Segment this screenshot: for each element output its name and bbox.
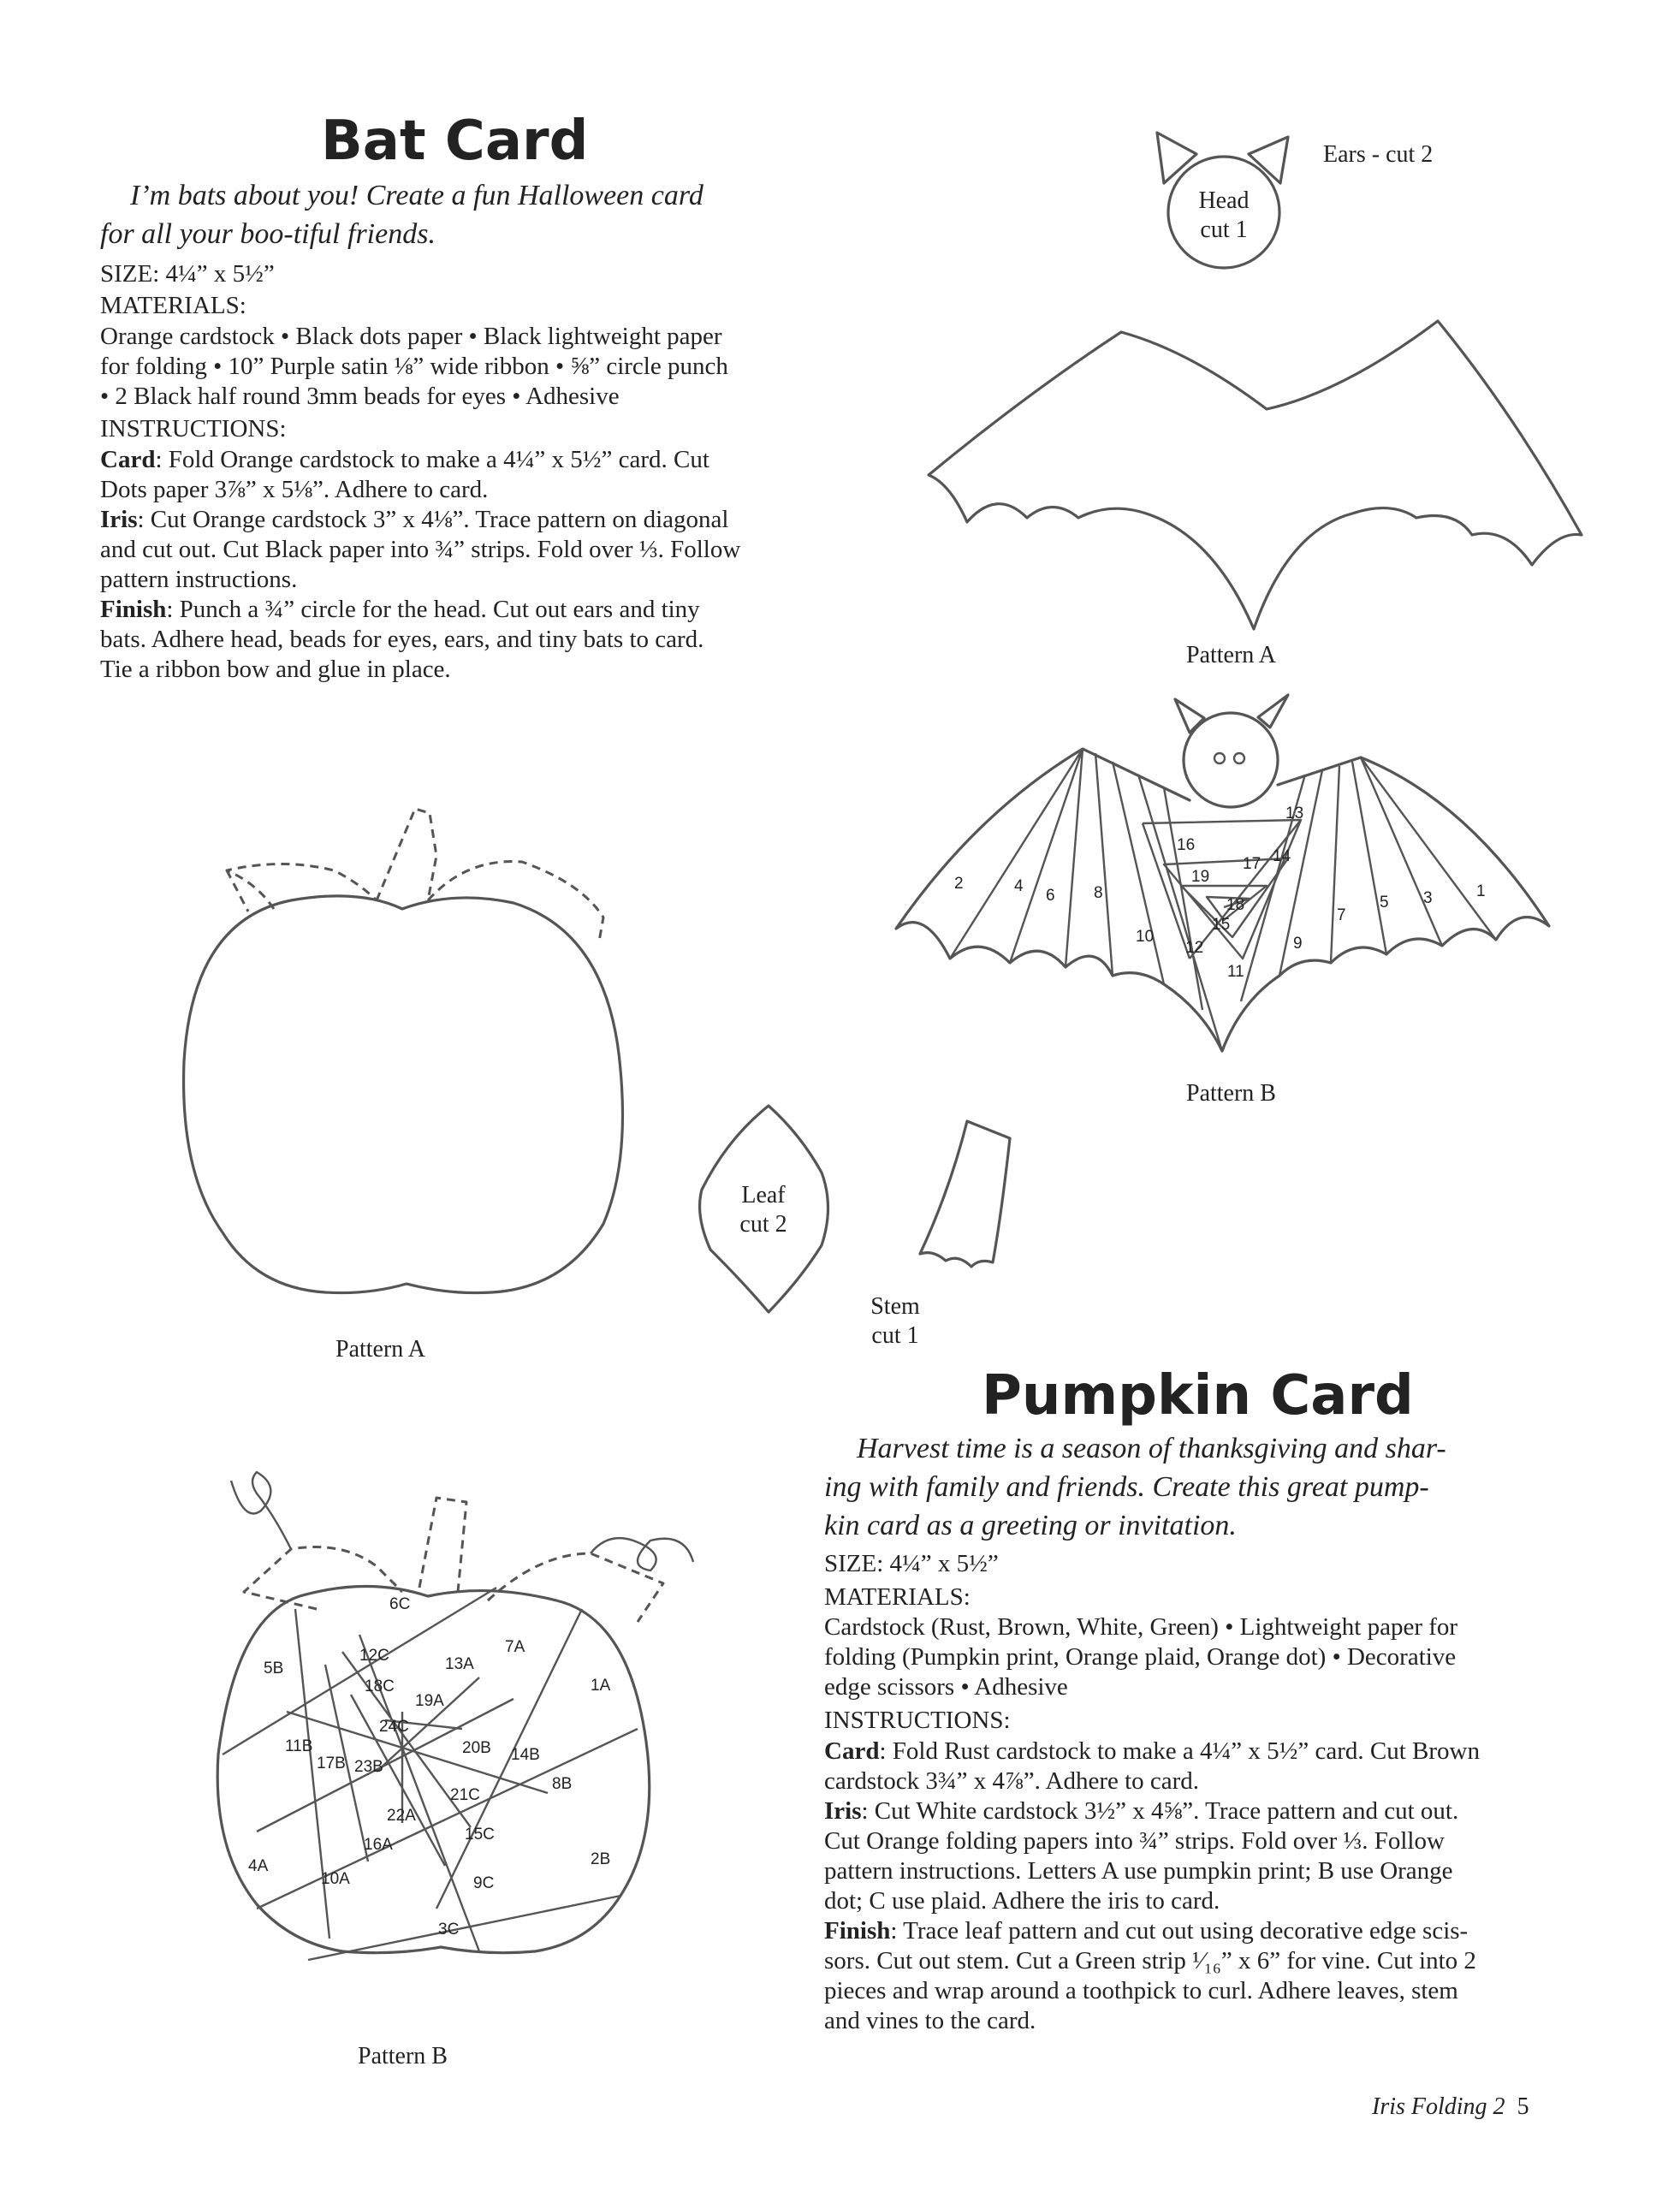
materials-line: Cardstock (Rust, Brown, White, Green) • Lightweight paper for [824,1613,1458,1641]
pattern-number: 17 [1243,855,1261,873]
instruction-line: Cut Orange folding papers into ¾” strips. Fold over ⅓. Follow [824,1827,1445,1855]
materials-line: edge scissors • Adhesive [824,1673,1068,1701]
instruction-line: sors. Cut out stem. Cut a Green strip ¹⁄₁₆” x 6” for vine. Cut into 2 [824,1947,1476,1974]
finish-step-text: : Punch a ¾” circle for the head. Cut out ears and tiny [166,596,700,623]
pattern-number: 10A [321,1870,350,1888]
bat-pattern-b-icon [896,695,1549,1051]
card-step-label: Card [824,1737,880,1765]
finish-step-text: : Trace leaf pattern and cut out using decorative edge scis- [890,1917,1469,1945]
materials-line: • 2 Black half round 3mm beads for eyes • Adhesive [100,383,620,410]
bat-ear-right-icon [1249,137,1288,183]
pattern-number: 22A [387,1807,416,1825]
pumpkin-card-size: SIZE: 4¼” x 5½” [824,1550,999,1577]
pattern-number: 4A [248,1857,269,1875]
pattern-number: 15 [1212,916,1231,934]
materials-line: Orange cardstock • Black dots paper • Black lightweight paper [100,323,722,350]
instruction-line [824,1796,1480,1826]
bat-card-materials-heading: MATERIALS: [100,292,246,319]
pattern-number: 3 [1423,889,1433,907]
pattern-number: 6 [1046,887,1055,905]
pattern-number: 21C [450,1786,480,1804]
intro-line: I’m bats about you! Create a fun Halloween card [130,180,703,211]
footer-book-title: Iris Folding 2 [1372,2093,1505,2120]
stem-pattern-icon [920,1121,1010,1267]
pattern-number: 12 [1185,939,1204,957]
pumpkin-pattern-a-label: Pattern A [335,1336,425,1363]
pattern-number: 8B [552,1775,573,1793]
pattern-number: 18 [1226,896,1245,914]
pumpkin-card-title: Pumpkin Card [982,1364,1414,1428]
stem-label-line: Stem [870,1293,920,1320]
pattern-number: 14B [511,1746,540,1764]
instruction-line [824,1737,1480,1766]
pumpkin-card-intro [824,1429,1446,1545]
pattern-number: 7A [505,1638,525,1656]
pattern-number: 9C [473,1874,495,1892]
instruction-line: dot; C use plaid. Adhere the iris to card. [824,1887,1220,1915]
head-label [1188,187,1260,245]
bat-pattern-a-icon [929,321,1582,629]
head-label-line: cut 1 [1200,217,1248,243]
instruction-line: pattern instructions. [100,566,298,593]
pattern-number: 1A [591,1677,611,1695]
materials-line: folding (Pumpkin print, Orange plaid, Orange dot) • Decorative [824,1643,1457,1671]
card-step-label: Card [100,446,156,473]
instruction-line: Tie a ribbon bow and glue in place. [100,656,451,683]
instruction-line: and vines to the card. [824,2007,1036,2034]
card-step-text: : Fold Orange cardstock to make a 4¼” x 5½” card. Cut [155,446,709,473]
pumpkin-card-materials [824,1612,1457,1702]
pattern-number: 24C [379,1718,409,1736]
pattern-number: 23B [354,1758,383,1776]
head-label-line: Head [1198,187,1250,214]
instruction-line: Dots paper 3⅞” x 5⅛”. Adhere to card. [100,476,489,503]
pattern-number: 5 [1380,894,1389,911]
intro-line: kin card as a greeting or invitation. [824,1510,1237,1541]
bat-pattern-a-label: Pattern A [1186,642,1276,668]
leaf-label [727,1181,799,1239]
pattern-number: 11 [1227,963,1244,981]
instruction-line: bats. Adhere head, beads for eyes, ears, and tiny bats to card. [100,626,704,653]
pattern-number: 17B [317,1755,346,1772]
instruction-line: and cut out. Cut Black paper into ¾” strips. Fold over ⅓. Follow [100,536,741,563]
pattern-number: 19A [415,1692,444,1710]
pattern-number: 18C [365,1677,395,1695]
pattern-number: 13A [445,1655,474,1673]
instruction-line: pieces and wrap around a toothpick to curl. Adhere leaves, stem [824,1977,1458,2004]
pattern-number: 15C [465,1826,495,1844]
iris-step-text: : Cut White cardstock 3½” x 4⅝”. Trace pattern and cut out. [861,1797,1459,1825]
intro-line: ing with family and friends. Create this great pump- [824,1471,1429,1503]
pumpkin-card-instructions [824,1737,1480,2036]
instruction-line: cardstock 3¾” x 4⅞”. Adhere to card. [824,1767,1200,1795]
pattern-number: 9 [1293,935,1303,953]
pattern-number: 8 [1094,884,1103,902]
pattern-number: 4 [1014,877,1024,895]
pumpkin-pattern-b-label: Pattern B [358,2043,448,2069]
materials-line: for folding • 10” Purple satin ⅛” wide ribbon • ⅝” circle punch [100,353,728,380]
bat-card-instructions-heading: INSTRUCTIONS: [100,415,287,442]
pumpkin-card-instructions-heading: INSTRUCTIONS: [824,1707,1011,1734]
finish-step-label: Finish [100,596,167,623]
pattern-number: 13 [1285,805,1304,822]
intro-line: for all your boo-tiful friends. [100,218,436,250]
pattern-number: 3C [438,1921,460,1939]
page-footer [1372,2093,1529,2121]
pattern-number: 2B [591,1850,611,1868]
pattern-number: 19 [1191,868,1210,886]
pattern-number: 20B [462,1739,491,1757]
pattern-number: 14 [1273,847,1291,865]
instruction-line [824,1916,1480,1946]
finish-step-label: Finish [824,1917,891,1945]
iris-step-label: Iris [100,506,138,533]
bat-pattern-b-label: Pattern B [1186,1080,1276,1107]
ears-label: Ears - cut 2 [1323,141,1434,168]
pattern-number: 5B [264,1660,284,1677]
pattern-number: 11B [285,1737,313,1755]
bat-ear-left-icon [1157,133,1196,183]
pumpkin-card-materials-heading: MATERIALS: [824,1583,971,1611]
pattern-number: 12C [359,1647,389,1665]
pattern-number: 16 [1177,836,1196,854]
pattern-number: 7 [1337,906,1346,924]
pattern-number: 2 [954,875,964,893]
pattern-number: 16A [364,1836,393,1854]
instruction-line: pattern instructions. Letters A use pumpkin print; B use Orange [824,1857,1453,1885]
card-step-text: : Fold Rust cardstock to make a 4¼” x 5½” card. Cut Brown [879,1737,1480,1765]
pumpkin-pattern-b-icon [217,1472,693,1960]
leaf-label-line: Leaf [741,1182,786,1208]
pumpkin-pattern-a-icon [184,809,623,1293]
footer-page-number: 5 [1517,2093,1529,2120]
stem-label-line: cut 1 [871,1322,919,1349]
leaf-label-line: cut 2 [739,1211,787,1238]
pattern-number: 1 [1476,882,1486,900]
iris-step-text: : Cut Orange cardstock 3” x 4⅛”. Trace pattern on diagonal [137,506,729,533]
intro-line: Harvest time is a season of thanksgiving and shar- [857,1433,1446,1464]
pattern-number: 10 [1136,928,1155,946]
bat-card-title: Bat Card [321,110,589,173]
iris-step-label: Iris [824,1797,862,1825]
pattern-number: 6C [389,1595,411,1613]
stem-label [859,1292,931,1351]
bat-card-size: SIZE: 4¼” x 5½” [100,260,275,288]
